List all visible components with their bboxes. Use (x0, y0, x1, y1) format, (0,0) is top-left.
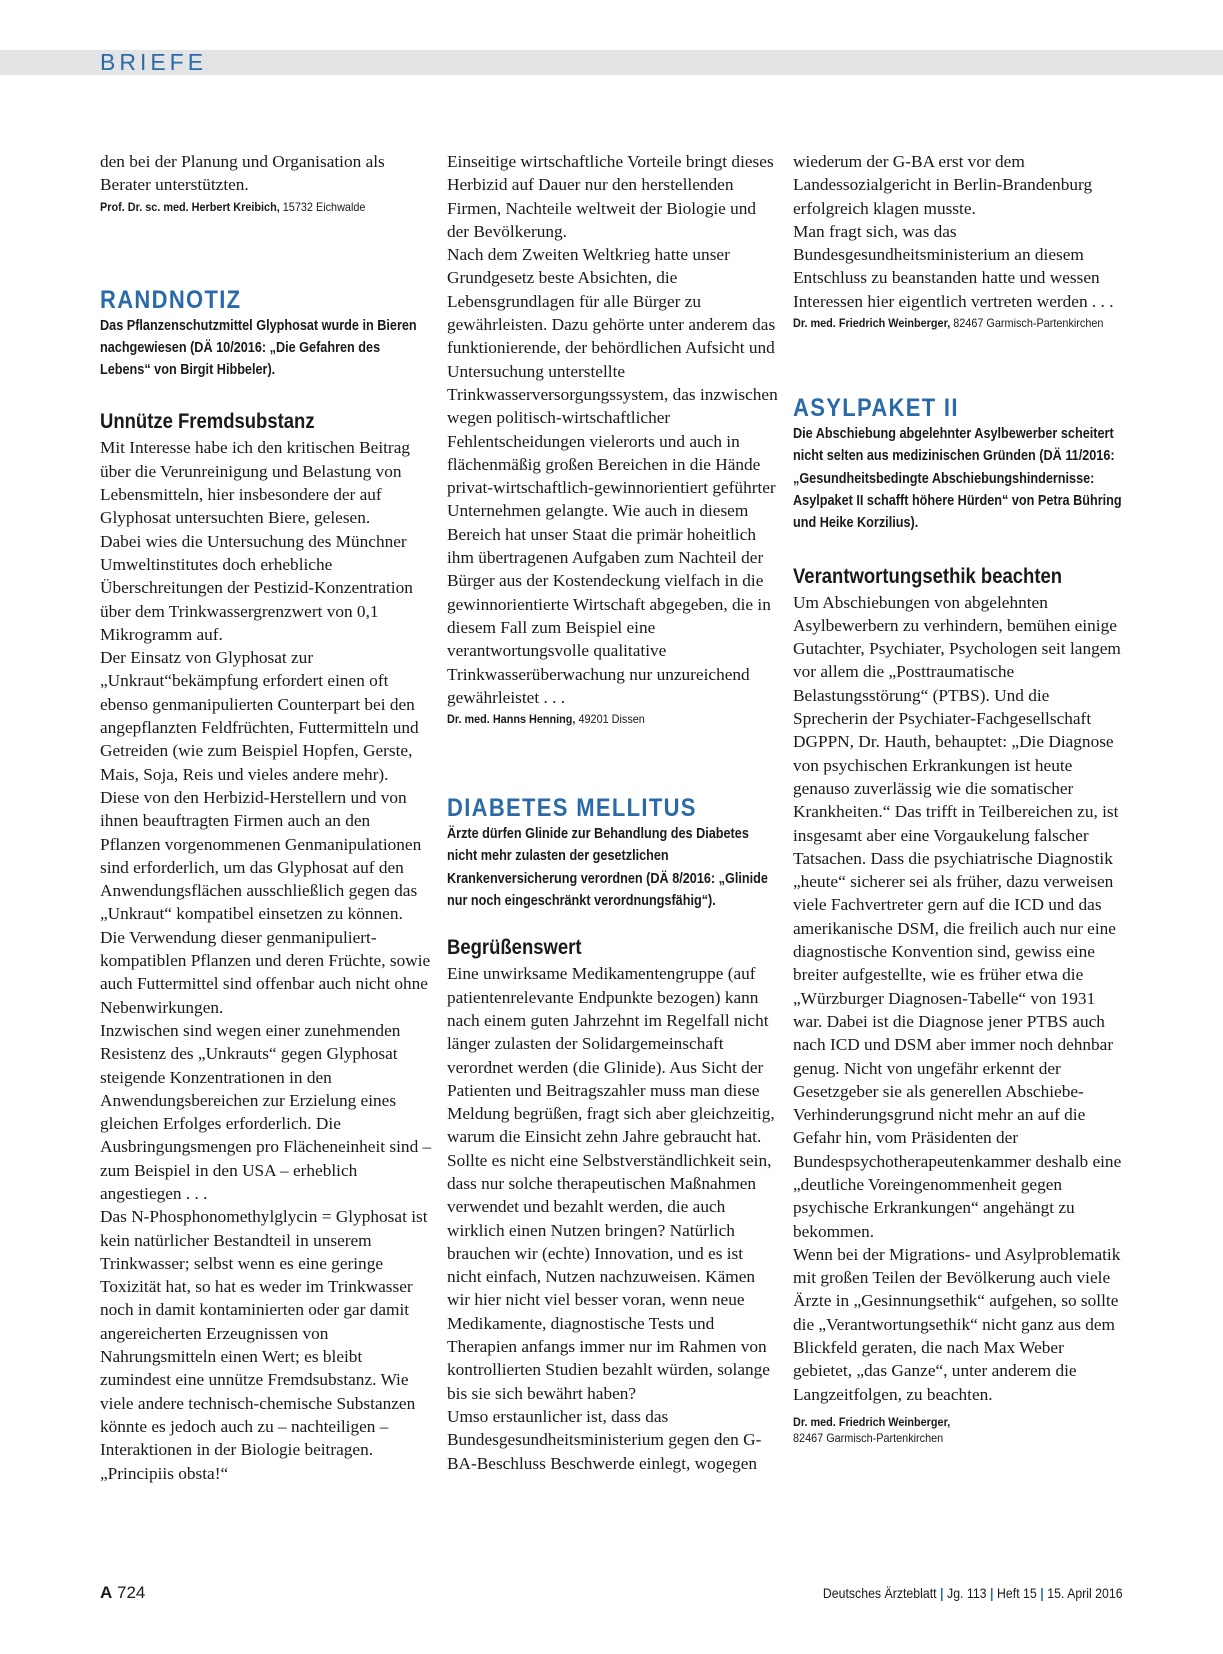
page-number (100, 1583, 145, 1603)
topic-kicker: RANDNOTIZ (100, 285, 242, 314)
letter-paragraph: Man fragt sich, was das Bundesgesundheitsministerium an diesem Entschluss zu beanstanden hatte und wessen Interessen hier eigentlich vertreten werden . . . (793, 221, 1114, 311)
topic-kicker: DIABETES MELLITUS (447, 794, 697, 823)
column-1 (100, 150, 432, 1485)
column-3 (793, 150, 1125, 1446)
letter-paragraph: Inzwischen sind wegen einer zunehmenden Resistenz des „Unkrauts“ gegen Glyphosat steigende Konzentrationen in den Anwendungsbereichen zur Erzielung eines gleichen Erfolges erforderlich. Die Ausbringungsmengen pro Flächeneinheit sind – zum Beispiel in den USA – erheblich angestiegen . . . (100, 1020, 432, 1203)
author-name: Dr. med. Friedrich Weinberger, (793, 1414, 951, 1429)
author-place: 49201 Dissen (578, 712, 645, 727)
letter-signature (793, 315, 1104, 331)
journal-date: 15. April 2016 (1047, 1585, 1123, 1601)
topic-kicker: ASYLPAKET II (793, 394, 959, 423)
letter-headline: Unnütze Fremdsubstanz (100, 410, 315, 434)
letter-paragraph: wiederum der G-BA erst vor dem Landessozialgericht in Berlin-Brandenburg erfolgreich klagen musste. (793, 152, 1093, 218)
topic-lead: Die Abschiebung abgelehnter Asylbewerber scheitert nicht selten aus medizinischen Gründen (DÄ 11/2016: „Gesundheitsbedingte Abschiebungshindernisse: Asylpaket II schafft höhere Hürden“ von Petra Bühring und Heike Korzilius). (793, 426, 1122, 532)
letter-paragraph: Nach dem Zweiten Weltkrieg hatte unser Grundgesetz beste Absichten, die Lebensgrundlagen für alle Bürger zu gewährleisten. Dazu gehörte unter anderem das funktionierende, der behördlichen Aufsicht und Untersuchung unterstellte Trinkwasserversorgungssystem, das inzwischen wegen politisch-wirtschaftlicher Fehlentscheidungen vielerorts und auch in flächenmäßig großen Bereichen in die Hände privat-wirtschaftlich-gewinnorientiert geführter Unternehmen gelangte. Wie auch in diesem Bereich hat unser Staat die primär hoheitlich ihm übertragenen Aufgaben zum Nachteil der Bürger aus der Kostendeckung vielfach in die gewinnorientierte Wirtschaft abgegeben, die in diesem Fall zum Beispiel eine verantwortungsvolle qualitative Trinkwasserüberwachung nur unzureichend gewährleistet . . . (447, 245, 778, 707)
author-place: 82467 Garmisch-Partenkirchen (953, 316, 1104, 331)
journal-issue: Heft 15 (997, 1585, 1038, 1601)
letter-paragraph: Die Verwendung dieser genmanipuliert-kompatiblen Pflanzen und deren Früchte, sowie auch Futtermittel sind offenbar auch nicht ohne Nebenwirkungen. (100, 927, 431, 1017)
author-name: Dr. med. Hanns Henning, (447, 712, 576, 727)
letter-paragraph: Der Einsatz von Glyphosat zur „Unkraut“bekämpfung erfordert einen oft ebenso genmanipulierten Counterpart bei den angepflanzten Feldfrüchten, Futtermitteln und Getreiden (wie zum Beispiel Hopfen, Gerste, Mais, Soja, Reis und vieles andere mehr). Diese von den Herbizid-Herstellern und von ihnen beauftragten Firmen auch an den Pflanzen vorgenommenen Genmanipulationen sind erforderlich, um das Glyphosat auf den Anwendungsflächen ausschließlich gegen das „Unkraut“ kompatibel einsetzen zu können. (100, 648, 422, 924)
topic-lead: Ärzte dürfen Glinide zur Behandlung des Diabetes nicht mehr zulasten der gesetzlichen Krankenversicherung verordnen (DÄ 8/2016: „Glinide nur noch eingeschränkt verordnungsfähig“). (447, 826, 768, 910)
separator: | (1040, 1585, 1045, 1601)
letter-headline: Begrüßenswert (447, 936, 582, 960)
page-number-value: 724 (117, 1583, 146, 1602)
letter-paragraph: Wenn bei der Migrations- und Asylproblematik mit großen Teilen der Bevölkerung auch viele Ärzte in „Gesinnungsethik“ aufgehen, so sollte die „Verantwortungsethik“ nicht ganz aus dem Blickfeld geraten, die nach Max Weber gebietet, „das Ganze“, unter anderem die Langzeitfolgen, zu beachten. (793, 1244, 1121, 1404)
separator: | (990, 1585, 994, 1601)
letter-paragraph: Um Abschiebungen von abgelehnten Asylbewerbern zu verhindern, bemühen einige Gutachter, Psychiater, Psychologen seit langem vor allem die „Posttraumatische Belastungsstörung“ (PTBS). Und die Sprecherin der Psychiater-Fachgesellschaft DGPPN, Dr. Hauth, behauptet: „Die Diagnose von psychischen Erkrankungen ist heute genauso zuverlässig wie die somatischer Krankheiten.“ Das trifft in Teilbereichen zu, ist insgesamt aber eine Vorgaukelung falscher Tatsachen. Dass die psychiatrische Diagnostik „heute“ sicherer sei als früher, dazu verweisen viele Fachvertreter gern auf die ICD und das amerikanische DSM, die freilich auch nur eine diagnostische Konvention sind, gewiss eine breiter aufgestellte, wie es früher etwa die „Würzburger Diagnosen-Tabelle“ von 1931 war. Dabei ist die Diagnose jener PTBS auch nach ICD und DSM aber immer noch dehnbar genug. Nicht von ungefähr erkennt der Gesetzgeber sie als generellen Abschiebe-Verhinderungsgrund nicht mehr an auf die Gefahr hin, vom Präsidenten der Bundespsychotherapeutenkammer deshalb eine „deutliche Voreingenommenheit gegen psychische Erkrankungen“ angehängt zu bekommen. (793, 592, 1122, 1241)
letter-signature (100, 199, 405, 215)
letter-continuation-text: den bei der Planung und Organisation als Berater unterstützten. (100, 152, 385, 195)
page-footer (0, 1583, 1223, 1605)
topic-lead: Das Pflanzenschutzmittel Glyphosat wurde in Bieren nachgewiesen (DÄ 10/2016: „Die Gefahren des Lebens“ von Birgit Hibbeler). (100, 317, 417, 379)
column-2 (447, 150, 779, 1475)
journal-info (823, 1585, 1123, 1601)
letter-paragraph: Eine unwirksame Medikamentengruppe (auf patientenrelevante Endpunkte bezogen) kann nach einem guten Jahrzehnt im Regelfall nicht länger zulasten der Solidargemeinschaft verordnet werden (die Glinide). Aus Sicht der Patienten und Beitragszahler muss man diese Meldung begrüßen, fragt sich aber gleichzeitig, warum die Einsicht zehn Jahre gebraucht hat. (447, 964, 775, 1147)
author-name: Prof. Dr. sc. med. Herbert Kreibich, (100, 199, 280, 214)
letter-signature (793, 1414, 1098, 1446)
author-place: 82467 Garmisch-Partenkirchen (793, 1430, 944, 1445)
letter-paragraph: Das N-Phosphonomethylglycin = Glyphosat ist kein natürlicher Bestandteil in unserem Trinkwasser; selbst wenn es eine geringe Toxizität hat, so hat es weder im Trinkwasser noch in damit kontaminierten oder gar damit angereicherten Erzeugnissen von Nahrungsmitteln einen Wert; es bleibt zumindest eine unnütze Fremdsubstanz. Wie viele andere technisch-chemische Substanzen könnte es jedoch auch zu – nachteiligen – Interaktionen in der Biologie beitragen. „Principiis obsta!“ (100, 1207, 428, 1483)
journal-name: Deutsches Ärzteblatt (823, 1585, 937, 1601)
letter-paragraph: Umso erstaunlicher ist, dass das Bundesgesundheitsministerium gegen den G-BA-Beschluss Beschwerde einlegt, wogegen (447, 1406, 762, 1473)
letter-paragraph: Dabei wies die Untersuchung des Münchner Umweltinstitutes doch erhebliche Überschreitungen der Pestizid-Konzentration über dem Trinkwassergrenzwert von 0,1 Mikrogramm auf. (100, 531, 413, 644)
separator: | (940, 1585, 944, 1601)
journal-volume: Jg. 113 (947, 1585, 987, 1601)
author-place: 15732 Eichwalde (282, 199, 366, 214)
section-title: BRIEFE (100, 49, 208, 75)
letter-signature (447, 711, 752, 727)
author-name: Dr. med. Friedrich Weinberger, (793, 316, 951, 331)
letter-headline: Verantwortungsethik beachten (793, 564, 1063, 588)
letter-paragraph: Mit Interesse habe ich den kritischen Beitrag über die Verunreinigung und Belastung von Lebensmitteln, hier insbesondere der auf Glyphosat untersuchten Biere, gelesen. (100, 438, 410, 528)
page-prefix: A (100, 1583, 113, 1602)
letter-paragraph: Einseitige wirtschaftliche Vorteile bringt dieses Herbizid auf Dauer nur den herstellenden Firmen, Nachteile weltweit der Biologie und der Bevölkerung. (447, 152, 774, 241)
letter-paragraph: Sollte es nicht eine Selbstverständlichkeit sein, dass nur solche therapeutischen Maßnahmen verwendet und bezahlt werden, die auch wirklich einen Nutzen bringen? Natürlich brauchen wir (echte) Innovation, und es ist nicht einfach, Nutzen nachzuweisen. Kämen wir hier nicht viel besser voran, wenn neue Medikamente, diagnostische Tests und Therapien anfangs immer nur im Rahmen von kontrollierten Studien bezahlt würden, solange bis sie sich bewährt haben? (447, 1150, 772, 1403)
